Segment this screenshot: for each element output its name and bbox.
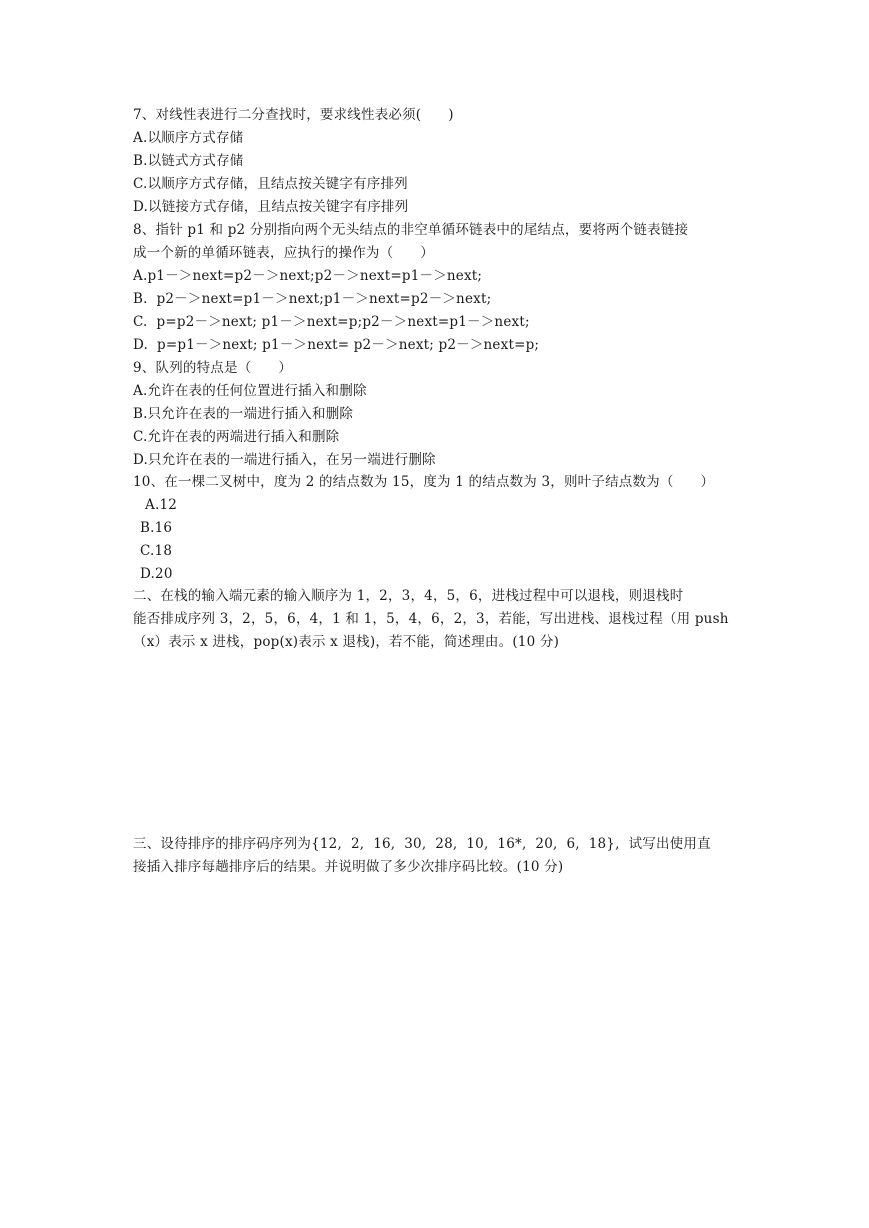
question-9-stem: 9、队列的特点是（ ） bbox=[133, 360, 293, 376]
question-7-option-a: A.以顺序方式存储 bbox=[133, 130, 244, 146]
question-10-option-d: D.20 bbox=[140, 566, 173, 582]
question-10-option-a: A.12 bbox=[145, 497, 178, 513]
question-10-stem: 10、在一棵二叉树中，度为 2 的结点数为 15，度为 1 的结点数为 3，则叶子结点数为（ ） bbox=[133, 474, 715, 490]
question-7-option-c: C.以顺序方式存储，且结点按关键字有序排列 bbox=[133, 176, 408, 192]
question-8-option-c: C. p=p2－＞next; p1－＞next=p;p2－＞next=p1－＞next; bbox=[133, 314, 530, 330]
question-9-option-a: A.允许在表的任何位置进行插入和删除 bbox=[133, 383, 367, 399]
section-3-line1: 三、设待排序的排序码序列为{12, 2, 16, 30, 28, 10, 16*, 20, 6, 18}, 试写出使用直 bbox=[133, 836, 711, 852]
question-8-option-d: D. p=p1－＞next; p1－＞next= p2－＞next; p2－＞next=p; bbox=[133, 337, 540, 353]
question-8-option-b: B. p2－＞next=p1－＞next;p1－＞next=p2－＞next; bbox=[133, 291, 492, 307]
question-7-option-d: D.以链接方式存储，且结点按关键字有序排列 bbox=[133, 199, 409, 215]
section-2-line1: 二、在栈的输入端元素的输入顺序为 1，2，3，4，5，6，进栈过程中可以退栈，则退栈时 bbox=[133, 588, 684, 604]
question-8-stem-line1: 8、指针 p1 和 p2 分别指向两个无头结点的非空单循环链表中的尾结点，要将两个链表链接 bbox=[133, 222, 689, 238]
question-7-stem: 7、对线性表进行二分查找时，要求线性表必须( ) bbox=[133, 107, 454, 123]
question-8-option-a: A.p1－＞next=p2－＞next;p2－＞next=p1－＞next; bbox=[133, 268, 483, 284]
section-3-line2: 接插入排序每趟排序后的结果。并说明做了多少次排序码比较。(10 分) bbox=[133, 859, 564, 875]
question-10-option-c: C.18 bbox=[140, 543, 173, 559]
question-9-option-b: B.只允许在表的一端进行插入和删除 bbox=[133, 406, 354, 422]
section-2-line3: （x）表示 x 进栈，pop(x)表示 x 退栈)，若不能，简述理由。(10 分) bbox=[133, 634, 560, 650]
section-2-line2: 能否排成序列 3，2，5，6，4，1 和 1，5，4，6，2，3，若能，写出进栈、退栈过程（用 push bbox=[133, 611, 729, 627]
question-7-option-b: B.以链式方式存储 bbox=[133, 153, 244, 169]
question-8-stem-line2: 成一个新的单循环链表，应执行的操作为（ ） bbox=[133, 245, 434, 261]
question-9-option-d: D.只允许在表的一端进行插入，在另一端进行删除 bbox=[133, 452, 436, 468]
question-9-option-c: C.允许在表的两端进行插入和删除 bbox=[133, 429, 340, 445]
question-10-option-b: B.16 bbox=[140, 520, 173, 536]
